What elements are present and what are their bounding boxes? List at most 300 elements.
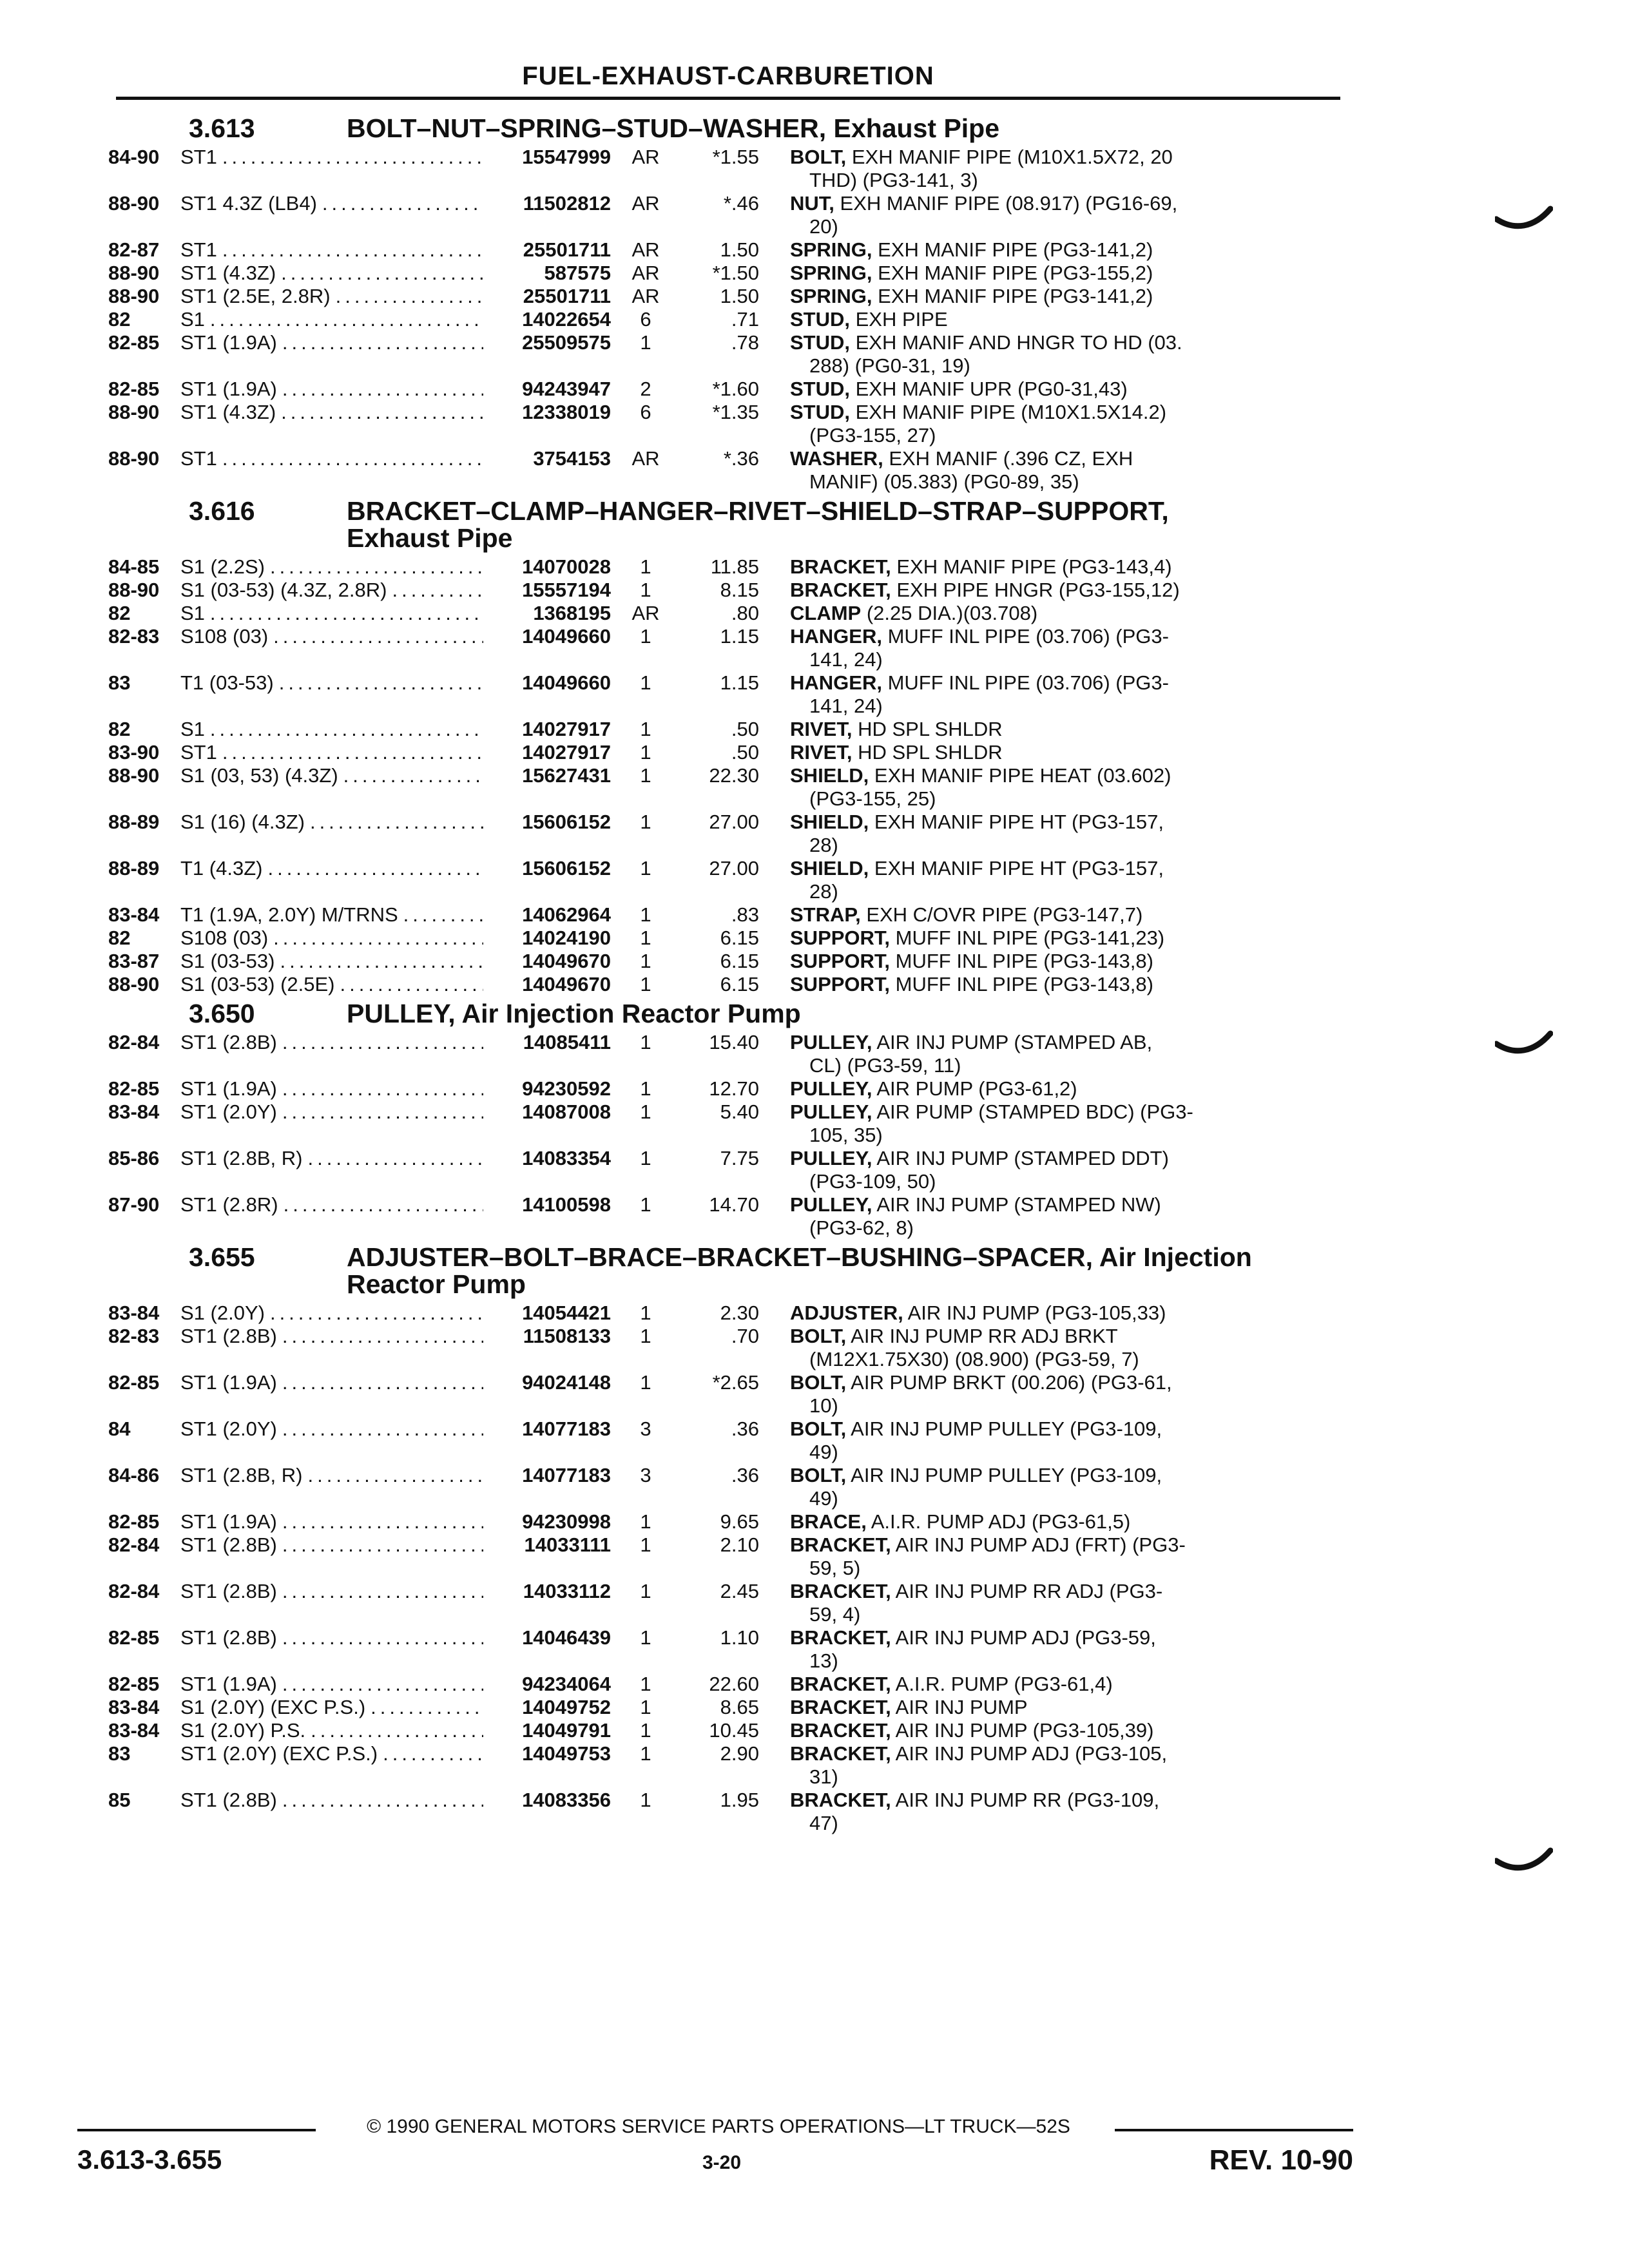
part-description-continued: (PG3-62, 8) <box>809 1216 914 1239</box>
model-years: 85 <box>108 1789 131 1811</box>
application-cell <box>180 1510 483 1533</box>
application-cell <box>180 401 483 424</box>
application: S1 (16) (4.3Z) <box>180 811 305 833</box>
description <box>759 1719 1223 1742</box>
part-number: 25509575 <box>522 331 611 354</box>
part-name: BRACKET, <box>790 1673 891 1695</box>
dot-leader <box>267 857 483 880</box>
model-years: 83-87 <box>108 950 160 972</box>
application: ST1 (1.9A) <box>180 1371 277 1394</box>
dot-leader <box>308 1147 484 1170</box>
application-cell <box>180 146 483 169</box>
part-number: 25501711 <box>523 285 611 307</box>
part-row <box>108 1031 1353 1077</box>
part-number: 11502812 <box>523 192 611 215</box>
quantity: 1 <box>640 1742 651 1765</box>
part-description-continued: 141, 24) <box>809 648 883 671</box>
check-mark-icon <box>1495 205 1553 237</box>
dot-leader <box>210 308 483 331</box>
model-years: 82-87 <box>108 238 160 261</box>
dot-leader <box>282 1031 483 1054</box>
part-description-continued: 59, 5) <box>809 1557 861 1579</box>
part-number: 14085411 <box>523 1031 611 1053</box>
quantity: 1 <box>640 1696 651 1718</box>
check-mark-icon <box>1495 1030 1553 1062</box>
price: 11.85 <box>710 555 759 578</box>
application-cell <box>180 1077 483 1100</box>
price: *1.50 <box>712 262 759 284</box>
part-name: BRACKET, <box>790 1696 891 1718</box>
application: ST1 <box>180 238 217 261</box>
dot-leader <box>282 1371 483 1394</box>
application-cell <box>180 1533 483 1557</box>
application-cell <box>180 238 483 262</box>
model-years: 82-85 <box>108 1626 160 1649</box>
application: ST1 (1.9A) <box>180 1510 277 1533</box>
dot-leader <box>210 602 483 625</box>
part-number: 94234064 <box>522 1673 611 1695</box>
part-row <box>108 1193 1353 1240</box>
application: ST1 (2.0Y) <box>180 1100 277 1123</box>
description <box>759 903 1223 927</box>
part-name: SUPPORT, <box>790 950 891 972</box>
check-mark-icon <box>1495 1847 1553 1879</box>
model-years: 88-90 <box>108 764 160 787</box>
part-name: SHIELD, <box>790 764 869 787</box>
dot-leader <box>222 447 483 470</box>
quantity: AR <box>631 146 660 168</box>
section-title-continued: Exhaust Pipe <box>347 523 513 553</box>
part-row <box>108 1580 1353 1626</box>
part-row <box>108 331 1353 378</box>
part-number: 14049660 <box>522 625 611 648</box>
model-years: 83-84 <box>108 1696 160 1718</box>
part-row <box>108 1533 1353 1580</box>
application: ST1 <box>180 741 217 764</box>
description <box>759 857 1223 903</box>
application: ST1 <box>180 146 217 168</box>
model-years: 84 <box>108 1418 131 1440</box>
catalog-section <box>108 115 1353 494</box>
part-number: 14022654 <box>522 308 611 331</box>
part-description: A.I.R. PUMP ADJ (PG3-61,5) <box>871 1510 1131 1533</box>
dot-leader <box>282 331 483 354</box>
catalog-section <box>108 1244 1353 1835</box>
description <box>759 1147 1223 1193</box>
description <box>759 555 1223 579</box>
model-years: 88-90 <box>108 579 160 601</box>
section-heading <box>108 497 1353 552</box>
quantity: AR <box>631 262 660 284</box>
application: S1 <box>180 718 205 740</box>
quantity: AR <box>631 238 660 261</box>
application-cell <box>180 285 483 308</box>
dot-leader <box>308 1464 484 1487</box>
application-cell <box>180 950 483 973</box>
model-years: 82-85 <box>108 1077 160 1100</box>
price: .71 <box>731 308 759 331</box>
part-number: 14087008 <box>522 1100 611 1123</box>
part-row <box>108 625 1353 671</box>
part-row <box>108 1789 1353 1835</box>
application-cell <box>180 857 483 880</box>
quantity: 1 <box>640 579 651 601</box>
price: *1.55 <box>712 146 759 168</box>
price: .36 <box>731 1418 759 1440</box>
header-rule <box>116 97 1340 100</box>
price: 15.40 <box>709 1031 759 1053</box>
dot-leader <box>392 579 483 602</box>
section-heading <box>108 115 1353 142</box>
part-name: BRACKET, <box>790 555 891 578</box>
price: 6.15 <box>720 973 759 995</box>
dot-leader <box>282 1533 483 1557</box>
part-name: SUPPORT, <box>790 927 891 949</box>
part-number: 14070028 <box>522 555 611 578</box>
part-description: AIR INJ PUMP (STAMPED DDT) <box>876 1147 1169 1169</box>
dot-leader <box>222 741 483 764</box>
part-name: PULLEY, <box>790 1100 872 1123</box>
price: 8.15 <box>720 579 759 601</box>
part-description-continued: CL) (PG3-59, 11) <box>809 1054 961 1077</box>
application: S1 (2.0Y) P.S. <box>180 1719 306 1742</box>
part-description-continued: 49) <box>809 1441 838 1463</box>
part-description: MUFF INL PIPE (PG3-141,23) <box>895 927 1165 949</box>
model-years: 87-90 <box>108 1193 160 1216</box>
quantity: 1 <box>640 927 651 949</box>
application-cell <box>180 1302 483 1325</box>
part-number: 587575 <box>544 262 611 284</box>
part-description: AIR INJ PUMP (PG3-105,39) <box>895 1719 1154 1742</box>
section-number: 3.655 <box>189 1242 255 1272</box>
part-name: CLAMP <box>790 602 862 624</box>
description <box>759 1673 1223 1696</box>
part-name: WASHER, <box>790 447 883 470</box>
model-years: 82 <box>108 718 131 740</box>
part-number: 94230592 <box>522 1077 611 1100</box>
price: 27.00 <box>709 857 759 879</box>
application: ST1 <box>180 447 217 470</box>
part-description: HD SPL SHLDR <box>858 741 1003 764</box>
description <box>759 146 1223 192</box>
part-description: EXH MANIF PIPE (M10X1.5X72, 20 <box>851 146 1173 168</box>
part-number: 14046439 <box>522 1626 611 1649</box>
model-years: 83 <box>108 671 131 694</box>
model-years: 82-85 <box>108 1673 160 1695</box>
part-name: STUD, <box>790 331 850 354</box>
description <box>759 625 1223 671</box>
part-number: 15606152 <box>522 811 611 833</box>
model-years: 82-84 <box>108 1580 160 1602</box>
application: ST1 (2.5E, 2.8R) <box>180 285 331 307</box>
application: S1 <box>180 602 205 624</box>
part-description: AIR INJ PUMP (STAMPED AB, <box>876 1031 1153 1053</box>
price: 1.95 <box>720 1789 759 1811</box>
part-number: 14027917 <box>522 741 611 764</box>
dot-leader <box>282 1418 483 1441</box>
part-description-continued: 288) (PG0-31, 19) <box>809 354 970 377</box>
dot-leader <box>282 1789 483 1812</box>
quantity: 1 <box>640 331 651 354</box>
description <box>759 741 1223 764</box>
price: 2.45 <box>720 1580 759 1602</box>
dot-leader <box>270 1302 483 1325</box>
part-description: MUFF INL PIPE (03.706) (PG3- <box>887 625 1169 648</box>
part-number: 14077183 <box>522 1464 611 1486</box>
price: .70 <box>731 1325 759 1347</box>
description <box>759 1464 1223 1510</box>
dot-leader <box>222 238 483 262</box>
dot-leader <box>273 625 483 648</box>
part-description: AIR INJ PUMP ADJ (PG3-59, <box>895 1626 1156 1649</box>
model-years: 83 <box>108 1742 131 1765</box>
part-description-continued: 49) <box>809 1487 838 1510</box>
dot-leader <box>284 1193 483 1216</box>
quantity: 1 <box>640 1673 651 1695</box>
application-cell <box>180 1193 483 1216</box>
part-row <box>108 718 1353 741</box>
application: S1 (03-53) <box>180 950 275 972</box>
model-years: 83-90 <box>108 741 160 764</box>
revision-label: REV. 10-90 <box>1209 2144 1353 2176</box>
part-description: AIR INJ PUMP ADJ (FRT) (PG3- <box>895 1533 1186 1556</box>
part-row <box>108 1147 1353 1193</box>
part-description: EXH MANIF PIPE HT (PG3-157, <box>874 811 1164 833</box>
price: 10.45 <box>709 1719 759 1742</box>
quantity: 1 <box>640 718 651 740</box>
description <box>759 1533 1223 1580</box>
dot-leader <box>322 192 483 215</box>
part-number: 15547999 <box>522 146 611 168</box>
part-number: 14027917 <box>522 718 611 740</box>
part-row <box>108 950 1353 973</box>
application-cell <box>180 1580 483 1603</box>
description <box>759 238 1223 262</box>
application-cell <box>180 927 483 950</box>
description <box>759 1193 1223 1240</box>
part-number: 14049670 <box>522 973 611 995</box>
quantity: AR <box>631 192 660 215</box>
part-name: NUT, <box>790 192 834 215</box>
description <box>759 262 1223 285</box>
model-years: 82-85 <box>108 1371 160 1394</box>
section-number: 3.650 <box>189 999 255 1028</box>
quantity: 1 <box>640 950 651 972</box>
part-row <box>108 1673 1353 1696</box>
part-description: EXH PIPE HNGR (PG3-155,12) <box>896 579 1180 601</box>
part-number: 94024148 <box>522 1371 611 1394</box>
price: .80 <box>731 602 759 624</box>
quantity: AR <box>631 285 660 307</box>
part-description: AIR PUMP (PG3-61,2) <box>876 1077 1077 1100</box>
quantity: AR <box>631 447 660 470</box>
part-number: 14049670 <box>522 950 611 972</box>
description <box>759 927 1223 950</box>
application: S108 (03) <box>180 625 269 648</box>
part-number: 15557194 <box>522 579 611 601</box>
description <box>759 1742 1223 1789</box>
application-cell <box>180 1464 483 1487</box>
footer-rule-left <box>77 2129 316 2131</box>
part-description: EXH PIPE <box>855 308 948 331</box>
part-description-continued: 141, 24) <box>809 695 883 717</box>
part-description: (2.25 DIA.)(03.708) <box>866 602 1038 624</box>
price: 14.70 <box>709 1193 759 1216</box>
description <box>759 764 1223 811</box>
part-row <box>108 671 1353 718</box>
part-description: EXH MANIF AND HNGR TO HD (03. <box>855 331 1182 354</box>
part-name: STUD, <box>790 401 850 423</box>
section-title-block <box>347 1244 1353 1298</box>
model-years: 88-89 <box>108 857 160 879</box>
part-row <box>108 927 1353 950</box>
model-years: 83-84 <box>108 1719 160 1742</box>
application-cell <box>180 1371 483 1394</box>
part-number: 15606152 <box>522 857 611 879</box>
quantity: 1 <box>640 857 651 879</box>
quantity: 1 <box>640 1193 651 1216</box>
part-number: 15627431 <box>522 764 611 787</box>
part-name: BRACKET, <box>790 1626 891 1649</box>
application: ST1 (4.3Z) <box>180 401 276 423</box>
model-years: 84-90 <box>108 146 160 168</box>
part-name: BRACKET, <box>790 1742 891 1765</box>
price: .78 <box>731 331 759 354</box>
model-years: 83-84 <box>108 1302 160 1324</box>
model-years: 88-90 <box>108 262 160 284</box>
application: T1 (03-53) <box>180 671 274 694</box>
dot-leader <box>281 401 483 424</box>
description <box>759 811 1223 857</box>
part-description: AIR PUMP (STAMPED BDC) (PG3- <box>876 1100 1193 1123</box>
part-row <box>108 1302 1353 1325</box>
application: ST1 (4.3Z) <box>180 262 276 284</box>
footer-rule-right <box>1115 2129 1353 2131</box>
price: 22.30 <box>709 764 759 787</box>
application-cell <box>180 447 483 470</box>
dot-leader <box>403 903 483 927</box>
part-description: EXH MANIF PIPE HEAT (03.602) <box>874 764 1171 787</box>
part-number: 14033112 <box>523 1580 611 1602</box>
part-description: EXH C/OVR PIPE (PG3-147,7) <box>866 903 1143 926</box>
copyright-line: © 1990 GENERAL MOTORS SERVICE PARTS OPERATIONS—LT TRUCK—52S <box>367 2116 1070 2137</box>
quantity: 1 <box>640 1719 651 1742</box>
part-name: STUD, <box>790 378 850 400</box>
application-cell <box>180 1147 483 1170</box>
part-row <box>108 555 1353 579</box>
part-number: 14049753 <box>522 1742 611 1765</box>
price: 2.90 <box>720 1742 759 1765</box>
application-cell <box>180 262 483 285</box>
part-number: 25501711 <box>523 238 611 261</box>
part-row <box>108 811 1353 857</box>
section-range: 3.613-3.655 <box>77 2144 222 2175</box>
part-description-continued: (PG3-155, 25) <box>809 787 936 810</box>
price: 27.00 <box>709 811 759 833</box>
part-row <box>108 146 1353 192</box>
section-heading <box>108 1000 1353 1027</box>
application-cell <box>180 1418 483 1441</box>
application-cell <box>180 973 483 996</box>
application: ST1 (2.0Y) <box>180 1418 277 1440</box>
price: 1.15 <box>720 625 759 648</box>
quantity: 1 <box>640 671 651 694</box>
application-cell <box>180 1325 483 1348</box>
dot-leader <box>282 378 483 401</box>
parts-listing <box>108 111 1353 1835</box>
price: 7.75 <box>720 1147 759 1169</box>
application: T1 (4.3Z) <box>180 857 263 879</box>
part-description-continued: 20) <box>809 215 838 238</box>
model-years: 82 <box>108 602 131 624</box>
application: ST1 4.3Z (LB4) <box>180 192 317 215</box>
part-description: MUFF INL PIPE (03.706) (PG3- <box>887 671 1169 694</box>
part-row <box>108 1626 1353 1673</box>
quantity: 1 <box>640 741 651 764</box>
description <box>759 192 1223 238</box>
model-years: 82 <box>108 308 131 331</box>
part-number: 11508133 <box>523 1325 611 1347</box>
quantity: 1 <box>640 1100 651 1123</box>
part-row <box>108 447 1353 494</box>
description <box>759 378 1223 401</box>
part-row <box>108 238 1353 262</box>
description <box>759 1077 1223 1100</box>
part-description: AIR INJ PUMP ADJ (PG3-105, <box>895 1742 1168 1765</box>
model-years: 82-83 <box>108 625 160 648</box>
part-name: BRACE, <box>790 1510 867 1533</box>
part-description: EXH MANIF UPR (PG0-31,43) <box>855 378 1128 400</box>
part-description: EXH MANIF PIPE (PG3-155,2) <box>878 262 1153 284</box>
model-years: 82-83 <box>108 1325 160 1347</box>
description <box>759 401 1223 447</box>
application: S108 (03) <box>180 927 269 949</box>
part-row <box>108 1077 1353 1100</box>
part-description-continued: 31) <box>809 1765 838 1788</box>
part-description: MUFF INL PIPE (PG3-143,8) <box>895 973 1153 995</box>
quantity: 1 <box>640 1580 651 1602</box>
description <box>759 950 1223 973</box>
description <box>759 1100 1223 1147</box>
price: *.46 <box>723 192 759 215</box>
application-cell <box>180 331 483 354</box>
application: ST1 (2.8B) <box>180 1626 277 1649</box>
part-description: EXH MANIF PIPE (PG3-143,4) <box>896 555 1172 578</box>
part-row <box>108 602 1353 625</box>
description <box>759 447 1223 494</box>
quantity: 1 <box>640 973 651 995</box>
quantity: 3 <box>640 1418 651 1440</box>
model-years: 82-84 <box>108 1533 160 1556</box>
price: 1.15 <box>720 671 759 694</box>
part-name: SPRING, <box>790 262 872 284</box>
application-cell <box>180 602 483 625</box>
application: ST1 (2.8R) <box>180 1193 278 1216</box>
price: 9.65 <box>720 1510 759 1533</box>
part-number: 1368195 <box>533 602 611 624</box>
part-description-continued: (PG3-109, 50) <box>809 1170 936 1193</box>
quantity: 1 <box>640 1626 651 1649</box>
application: S1 (2.0Y) <box>180 1302 265 1324</box>
part-name: PULLEY, <box>790 1077 872 1100</box>
part-name: HANGER, <box>790 671 882 694</box>
description <box>759 1302 1223 1325</box>
application: ST1 (2.8B) <box>180 1789 277 1811</box>
application: S1 (2.2S) <box>180 555 265 578</box>
model-years: 88-90 <box>108 973 160 995</box>
application-cell <box>180 555 483 579</box>
part-row <box>108 1371 1353 1418</box>
